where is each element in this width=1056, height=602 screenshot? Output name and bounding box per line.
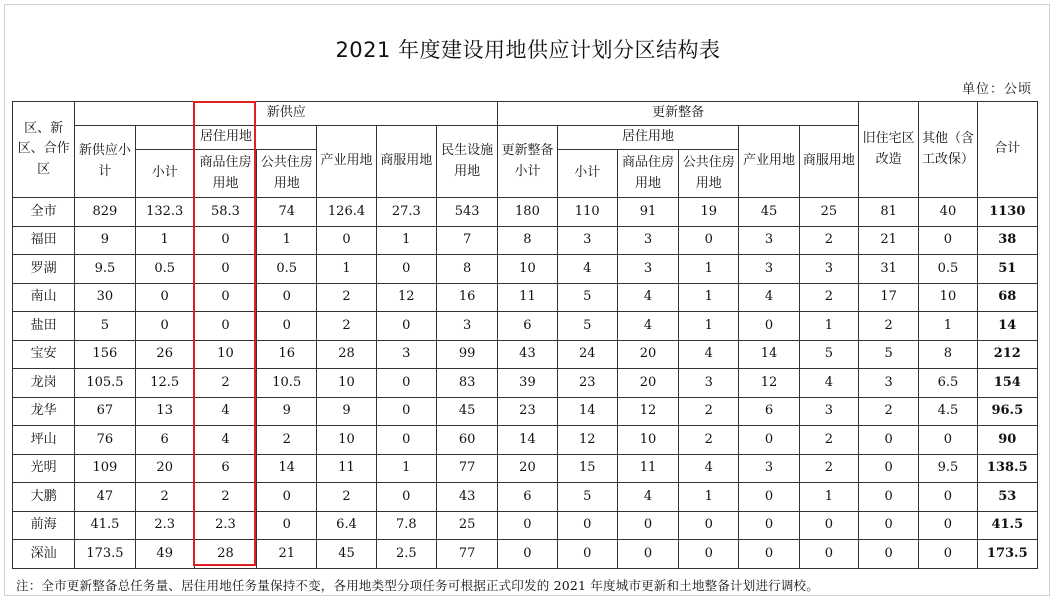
table-cell: 0.5 bbox=[257, 255, 317, 284]
table-cell: 3 bbox=[739, 226, 799, 255]
table-cell: 5 bbox=[557, 483, 617, 512]
table-cell: 0 bbox=[317, 226, 376, 255]
table-cell: 0 bbox=[257, 312, 317, 341]
table-cell: 0 bbox=[919, 511, 977, 540]
table-cell: 77 bbox=[436, 454, 497, 483]
table-cell: 0 bbox=[257, 483, 317, 512]
table-cell: 0 bbox=[739, 483, 799, 512]
header-district: 区、新区、合作区 bbox=[13, 102, 75, 198]
table-cell: 76 bbox=[75, 426, 135, 455]
table-cell: 6 bbox=[739, 397, 799, 426]
table-cell: 14 bbox=[739, 340, 799, 369]
table-cell: 105.5 bbox=[75, 369, 135, 398]
table-cell: 4 bbox=[679, 340, 739, 369]
header-new-subtotal: 新供应小计 bbox=[75, 126, 135, 198]
table-cell: 0 bbox=[739, 540, 799, 569]
table-cell: 0.5 bbox=[135, 255, 194, 284]
table-cell: 31 bbox=[859, 255, 919, 284]
table-cell: 543 bbox=[436, 198, 497, 227]
table-cell: 21 bbox=[257, 540, 317, 569]
table-cell: 8 bbox=[498, 226, 557, 255]
table-cell: 829 bbox=[75, 198, 135, 227]
table-cell: 1 bbox=[135, 226, 194, 255]
table-cell: 0 bbox=[557, 540, 617, 569]
district-name-cell: 龙华 bbox=[13, 397, 75, 426]
table-cell: 11 bbox=[498, 283, 557, 312]
header-renewal-res-subtotal: 小计 bbox=[557, 150, 617, 198]
table-cell: 4 bbox=[617, 483, 678, 512]
table-cell: 10 bbox=[317, 426, 376, 455]
district-name-cell: 坪山 bbox=[13, 426, 75, 455]
header-civic: 民生设施用地 bbox=[436, 126, 497, 198]
table-row bbox=[13, 283, 1038, 312]
district-name-cell: 深汕 bbox=[13, 540, 75, 569]
table-cell: 23 bbox=[498, 397, 557, 426]
table-cell: 60 bbox=[436, 426, 497, 455]
table-cell: 0 bbox=[679, 511, 739, 540]
table-cell: 0 bbox=[859, 483, 919, 512]
table-cell: 0 bbox=[257, 283, 317, 312]
table-cell: 25 bbox=[436, 511, 497, 540]
table-cell: 2 bbox=[799, 426, 858, 455]
table-cell: 25 bbox=[799, 198, 858, 227]
district-name-cell: 罗湖 bbox=[13, 255, 75, 284]
table-cell: 0 bbox=[617, 540, 678, 569]
table-cell: 5 bbox=[859, 340, 919, 369]
total-cell: 90 bbox=[977, 426, 1037, 455]
table-cell: 0 bbox=[739, 511, 799, 540]
table-cell: 2 bbox=[799, 226, 858, 255]
table-cell: 0 bbox=[376, 312, 436, 341]
table-cell: 28 bbox=[317, 340, 376, 369]
table-cell: 2 bbox=[679, 397, 739, 426]
table-cell: 2 bbox=[799, 283, 858, 312]
table-cell: 0 bbox=[919, 483, 977, 512]
footnote: 注：全市更新整备总任务量、居住用地任务量保持不变，各用地类型分项任务可根据正式印发的 2021 年度城市更新和土地整备计划进行调校。 bbox=[16, 578, 819, 593]
total-cell: 68 bbox=[977, 283, 1037, 312]
district-name-cell: 大鹏 bbox=[13, 483, 75, 512]
table-cell: 2 bbox=[257, 426, 317, 455]
table-cell: 30 bbox=[75, 283, 135, 312]
table-cell: 12 bbox=[557, 426, 617, 455]
total-cell: 51 bbox=[977, 255, 1037, 284]
table-cell: 0 bbox=[257, 511, 317, 540]
header-renewal-business: 商服用地 bbox=[799, 126, 858, 198]
table-cell: 3 bbox=[799, 397, 858, 426]
table-row bbox=[13, 540, 1038, 569]
table-cell: 11 bbox=[317, 454, 376, 483]
table-cell: 2 bbox=[679, 426, 739, 455]
district-name-cell: 盐田 bbox=[13, 312, 75, 341]
table-cell: 156 bbox=[75, 340, 135, 369]
table-cell: 0 bbox=[919, 226, 977, 255]
table-cell: 2.3 bbox=[135, 511, 194, 540]
table-cell: 0 bbox=[799, 540, 858, 569]
table-cell: 1 bbox=[679, 283, 739, 312]
table-cell: 24 bbox=[557, 340, 617, 369]
table-cell: 47 bbox=[75, 483, 135, 512]
table-row bbox=[13, 226, 1038, 255]
table-cell: 6 bbox=[498, 483, 557, 512]
table-cell: 3 bbox=[799, 255, 858, 284]
table-cell: 8 bbox=[436, 255, 497, 284]
header-public-housing: 公共住房用地 bbox=[257, 150, 317, 198]
table-cell: 16 bbox=[257, 340, 317, 369]
table-cell: 27.3 bbox=[376, 198, 436, 227]
table-cell: 1 bbox=[317, 255, 376, 284]
table-cell: 5 bbox=[557, 312, 617, 341]
table-cell: 11 bbox=[617, 454, 678, 483]
total-cell: 14 bbox=[977, 312, 1037, 341]
table-row bbox=[13, 312, 1038, 341]
table-cell: 5 bbox=[557, 283, 617, 312]
table-cell: 15 bbox=[557, 454, 617, 483]
header-other: 其他（含工改保） bbox=[919, 102, 977, 198]
table-cell: 6.5 bbox=[919, 369, 977, 398]
table-cell: 3 bbox=[376, 340, 436, 369]
table-cell: 1 bbox=[679, 483, 739, 512]
total-cell: 212 bbox=[977, 340, 1037, 369]
district-name-cell: 龙岗 bbox=[13, 369, 75, 398]
table-cell: 9 bbox=[257, 397, 317, 426]
table-cell: 4 bbox=[617, 283, 678, 312]
district-name-cell: 光明 bbox=[13, 454, 75, 483]
table-cell: 2 bbox=[194, 369, 256, 398]
table-cell: 1 bbox=[376, 454, 436, 483]
table-cell: 14 bbox=[257, 454, 317, 483]
table-cell: 12 bbox=[617, 397, 678, 426]
table-cell: 3 bbox=[617, 255, 678, 284]
header-new-supply: 新供应 bbox=[75, 102, 498, 126]
district-name-cell: 前海 bbox=[13, 511, 75, 540]
district-name-cell: 南山 bbox=[13, 283, 75, 312]
table-cell: 0 bbox=[679, 226, 739, 255]
table-cell: 23 bbox=[557, 369, 617, 398]
table-cell: 43 bbox=[498, 340, 557, 369]
unit-label: 单位：公顷 bbox=[961, 82, 1032, 97]
table-row bbox=[13, 198, 1038, 227]
table-cell: 0 bbox=[859, 511, 919, 540]
table-cell: 2 bbox=[317, 312, 376, 341]
table-row bbox=[13, 454, 1038, 483]
table-cell: 1 bbox=[679, 255, 739, 284]
table-cell: 45 bbox=[739, 198, 799, 227]
table-body bbox=[13, 198, 1038, 569]
table-cell: 6 bbox=[194, 454, 256, 483]
header-res-subtotal: 小计 bbox=[135, 150, 194, 198]
header-renewal-industrial: 产业用地 bbox=[739, 126, 799, 198]
table-cell: 180 bbox=[498, 198, 557, 227]
table-cell: 0 bbox=[135, 283, 194, 312]
table-cell: 2.3 bbox=[194, 511, 256, 540]
table-row bbox=[13, 426, 1038, 455]
table-cell: 43 bbox=[436, 483, 497, 512]
table-cell: 77 bbox=[436, 540, 497, 569]
table-cell: 0 bbox=[376, 426, 436, 455]
table-cell: 7.8 bbox=[376, 511, 436, 540]
table-cell: 40 bbox=[919, 198, 977, 227]
table-cell: 4 bbox=[617, 312, 678, 341]
table-cell: 16 bbox=[436, 283, 497, 312]
table-cell: 0.5 bbox=[919, 255, 977, 284]
table-row bbox=[13, 397, 1038, 426]
table-cell: 0 bbox=[194, 312, 256, 341]
total-cell: 138.5 bbox=[977, 454, 1037, 483]
table-row bbox=[13, 483, 1038, 512]
table-cell: 1 bbox=[679, 312, 739, 341]
total-cell: 173.5 bbox=[977, 540, 1037, 569]
total-cell: 53 bbox=[977, 483, 1037, 512]
district-name-cell: 福田 bbox=[13, 226, 75, 255]
table-row bbox=[13, 369, 1038, 398]
table-cell: 5 bbox=[799, 340, 858, 369]
table-cell: 4.5 bbox=[919, 397, 977, 426]
table-cell: 0 bbox=[739, 312, 799, 341]
table-cell: 10 bbox=[498, 255, 557, 284]
header-total: 合计 bbox=[977, 102, 1037, 198]
table-cell: 10 bbox=[194, 340, 256, 369]
table-cell: 10 bbox=[617, 426, 678, 455]
table-cell: 3 bbox=[739, 255, 799, 284]
table-cell: 0 bbox=[135, 312, 194, 341]
table-cell: 4 bbox=[194, 426, 256, 455]
table-cell: 7 bbox=[436, 226, 497, 255]
table-cell: 126.4 bbox=[317, 198, 376, 227]
total-cell: 96.5 bbox=[977, 397, 1037, 426]
table-cell: 49 bbox=[135, 540, 194, 569]
table-cell: 20 bbox=[135, 454, 194, 483]
table-cell: 132.3 bbox=[135, 198, 194, 227]
header-renewal: 更新整备 bbox=[498, 102, 859, 126]
table-cell: 0 bbox=[617, 511, 678, 540]
table-cell: 26 bbox=[135, 340, 194, 369]
table-cell: 0 bbox=[799, 511, 858, 540]
supply-plan-table bbox=[12, 101, 1038, 569]
table-cell: 3 bbox=[739, 454, 799, 483]
table-cell: 41.5 bbox=[75, 511, 135, 540]
table-cell: 4 bbox=[194, 397, 256, 426]
table-cell: 39 bbox=[498, 369, 557, 398]
table-cell: 67 bbox=[75, 397, 135, 426]
table-cell: 91 bbox=[617, 198, 678, 227]
page-title: 2021 年度建设用地供应计划分区结构表 bbox=[335, 38, 721, 62]
table-cell: 1 bbox=[257, 226, 317, 255]
table-cell: 21 bbox=[859, 226, 919, 255]
table-cell: 0 bbox=[194, 226, 256, 255]
table-cell: 0 bbox=[498, 540, 557, 569]
table-cell: 10 bbox=[919, 283, 977, 312]
table-cell: 8 bbox=[919, 340, 977, 369]
table-cell: 45 bbox=[317, 540, 376, 569]
table-cell: 1 bbox=[919, 312, 977, 341]
table-cell: 58.3 bbox=[194, 198, 256, 227]
table-row bbox=[13, 511, 1038, 540]
table-cell: 6 bbox=[135, 426, 194, 455]
header-business: 商服用地 bbox=[376, 126, 436, 198]
header-renewal-subtotal: 更新整备小计 bbox=[498, 126, 557, 198]
table-cell: 0 bbox=[376, 255, 436, 284]
table-cell: 6 bbox=[498, 312, 557, 341]
table-cell: 81 bbox=[859, 198, 919, 227]
district-name-cell: 全市 bbox=[13, 198, 75, 227]
table-cell: 2 bbox=[859, 312, 919, 341]
table-cell: 2 bbox=[859, 397, 919, 426]
table-cell: 28 bbox=[194, 540, 256, 569]
table-cell: 12 bbox=[376, 283, 436, 312]
table-cell: 4 bbox=[679, 454, 739, 483]
table-cell: 83 bbox=[436, 369, 497, 398]
table-cell: 10.5 bbox=[257, 369, 317, 398]
table-cell: 0 bbox=[557, 511, 617, 540]
table-cell: 0 bbox=[859, 454, 919, 483]
table-cell: 20 bbox=[617, 369, 678, 398]
table-cell: 1 bbox=[799, 312, 858, 341]
header-renewal-residential: 居住用地 bbox=[557, 126, 739, 150]
table-cell: 2 bbox=[799, 454, 858, 483]
table-cell: 3 bbox=[436, 312, 497, 341]
table-cell: 0 bbox=[859, 540, 919, 569]
table-cell: 74 bbox=[257, 198, 317, 227]
table-cell: 0 bbox=[739, 426, 799, 455]
table-cell: 0 bbox=[679, 540, 739, 569]
table-cell: 6.4 bbox=[317, 511, 376, 540]
table-cell: 173.5 bbox=[75, 540, 135, 569]
table-cell: 14 bbox=[557, 397, 617, 426]
header-commercial-housing: 商品住房用地 bbox=[194, 150, 256, 198]
table-cell: 4 bbox=[799, 369, 858, 398]
header-renewal-commercial-housing: 商品住房用地 bbox=[617, 150, 678, 198]
table-cell: 20 bbox=[498, 454, 557, 483]
total-cell: 1130 bbox=[977, 198, 1037, 227]
total-cell: 41.5 bbox=[977, 511, 1037, 540]
table-cell: 2 bbox=[317, 283, 376, 312]
table-cell: 3 bbox=[617, 226, 678, 255]
table-cell: 0 bbox=[859, 426, 919, 455]
table-cell: 19 bbox=[679, 198, 739, 227]
table-cell: 9 bbox=[75, 226, 135, 255]
table-cell: 20 bbox=[617, 340, 678, 369]
table-cell: 3 bbox=[557, 226, 617, 255]
table-cell: 0 bbox=[194, 283, 256, 312]
header-renewal-public-housing: 公共住房用地 bbox=[679, 150, 739, 198]
table-cell: 0 bbox=[194, 255, 256, 284]
table-cell: 1 bbox=[376, 226, 436, 255]
table-cell: 0 bbox=[376, 483, 436, 512]
header-industrial: 产业用地 bbox=[317, 126, 376, 198]
table-cell: 5 bbox=[75, 312, 135, 341]
table-cell: 17 bbox=[859, 283, 919, 312]
table-cell: 0 bbox=[919, 540, 977, 569]
table-cell: 99 bbox=[436, 340, 497, 369]
table-cell: 14 bbox=[498, 426, 557, 455]
table-cell: 1 bbox=[799, 483, 858, 512]
table-cell: 4 bbox=[557, 255, 617, 284]
table-cell: 110 bbox=[557, 198, 617, 227]
table-cell: 0 bbox=[498, 511, 557, 540]
table-cell: 0 bbox=[376, 397, 436, 426]
table-cell: 12.5 bbox=[135, 369, 194, 398]
table-cell: 3 bbox=[679, 369, 739, 398]
table-cell: 9 bbox=[317, 397, 376, 426]
table-cell: 3 bbox=[859, 369, 919, 398]
header-old-housing: 旧住宅区改造 bbox=[859, 102, 919, 198]
table-row bbox=[13, 340, 1038, 369]
district-name-cell: 宝安 bbox=[13, 340, 75, 369]
table-cell: 2.5 bbox=[376, 540, 436, 569]
header-residential: 居住用地 bbox=[135, 126, 317, 150]
table-cell: 12 bbox=[739, 369, 799, 398]
table-cell: 2 bbox=[194, 483, 256, 512]
total-cell: 38 bbox=[977, 226, 1037, 255]
table-cell: 45 bbox=[436, 397, 497, 426]
table-cell: 4 bbox=[739, 283, 799, 312]
table-cell: 2 bbox=[317, 483, 376, 512]
table-cell: 0 bbox=[376, 369, 436, 398]
table-row bbox=[13, 255, 1038, 284]
table-cell: 0 bbox=[919, 426, 977, 455]
table-cell: 2 bbox=[135, 483, 194, 512]
table-cell: 109 bbox=[75, 454, 135, 483]
table-cell: 13 bbox=[135, 397, 194, 426]
total-cell: 154 bbox=[977, 369, 1037, 398]
table-cell: 9.5 bbox=[75, 255, 135, 284]
table-cell: 10 bbox=[317, 369, 376, 398]
table-cell: 9.5 bbox=[919, 454, 977, 483]
